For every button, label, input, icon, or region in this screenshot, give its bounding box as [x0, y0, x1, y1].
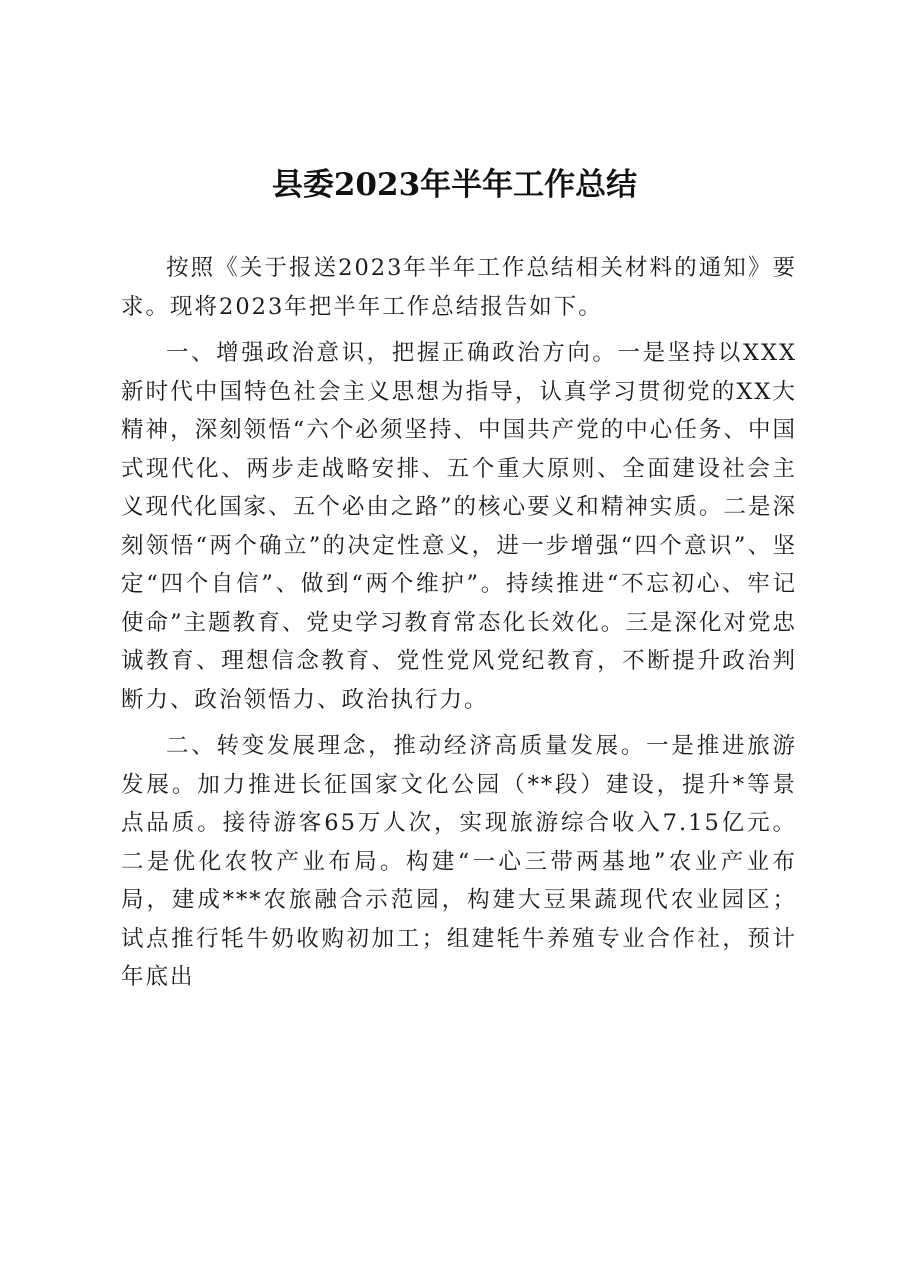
- document-body: [121, 249, 797, 1005]
- intro-paragraph: 按照《关于报送2023年半年工作总结相关材料的通知》要求。现将2023年把半年工作总结报告如下。: [121, 255, 797, 320]
- document-title: 县委2023年半年工作总结: [271, 167, 638, 203]
- section-one-paragraph: 一、增强政治意识，把握正确政治方向。一是坚持以XXX新时代中国特色社会主义思想为指导，认真学习贯彻党的XX大精神，深刻领悟“六个必须坚持、中国共产党的中心任务、中国式现代化、两步走战略安排、五个重大原则、全面建设社会主义现代化国家、五个必由之路”的核心要义和精神实质。二是深刻领悟“两个确立”的决定性意义，进一步增强“四个意识”、坚定“四个自信”、做到“两个维护”。持续推进“不忘初心、牢记使命”主题教育、党史学习教育常态化长效化。三是深化对党忠诚教育、理想信念教育、党性党风党纪教育，不断提升政治判断力、政治领悟力、政治执行力。: [121, 340, 797, 713]
- section-two-paragraph: 二、转变发展理念，推动经济高质量发展。一是推进旅游发展。加力推进长征国家文化公园（**段）建设，提升*等景点品质。接待游客65万人次，实现旅游综合收入7.15亿元。二是优化农牧产业布局。构建“一心三带两基地”农业产业布局，建成***农旅融合示范园，构建大豆果蔬现代农业园区；试点推行牦牛奶收购初加工；组建牦牛养殖专业合作社，预计年底出: [121, 733, 797, 990]
